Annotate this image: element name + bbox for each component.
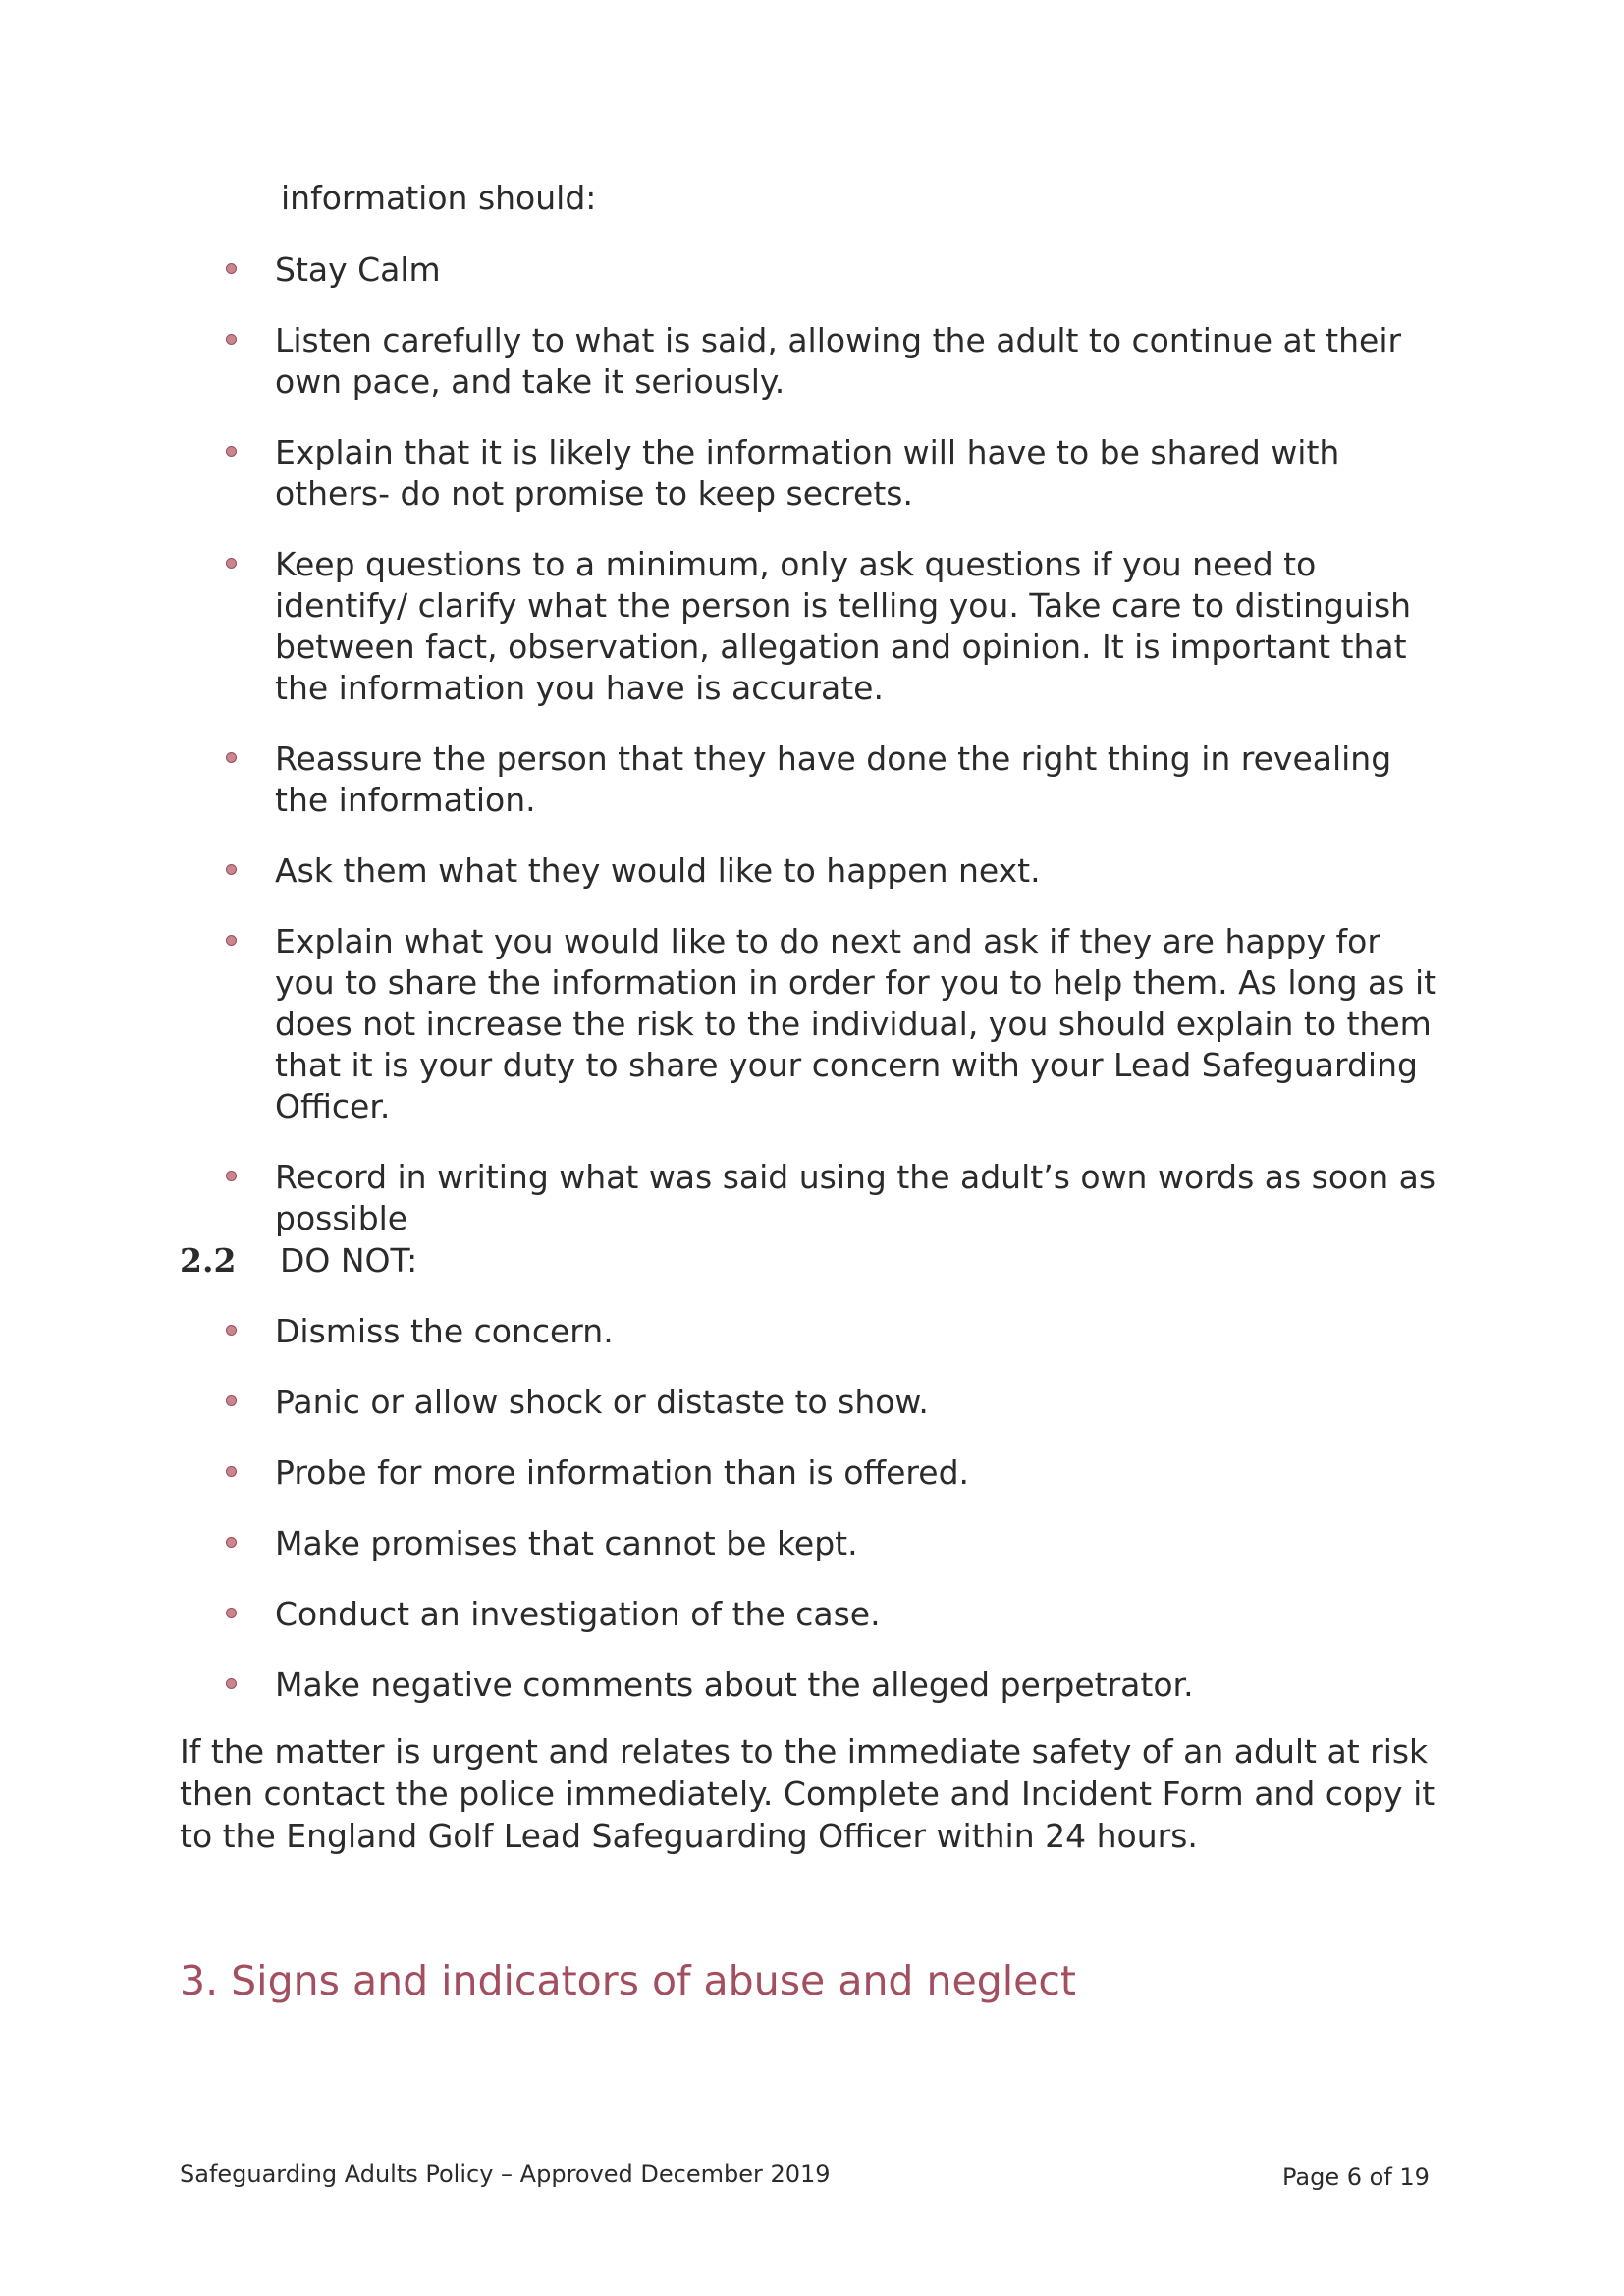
bullet-icon [226, 864, 237, 875]
list-item-text: Stay Calm [275, 250, 441, 289]
list-item [226, 1665, 1443, 1706]
bullet-icon [226, 935, 237, 946]
list-item-text: Conduct an investigation of the case. [275, 1595, 881, 1633]
list-item [226, 249, 1443, 291]
list-item [226, 320, 1443, 403]
bullet-icon [226, 1608, 237, 1618]
list-item [226, 1382, 1443, 1423]
list-item [226, 921, 1443, 1127]
bullet-icon [226, 752, 237, 763]
list-item-text: Probe for more information than is offered. [275, 1453, 970, 1492]
list-item-text: Keep questions to a minimum, only ask questions if you need to identify/ clarify what the person is telling you. Take care to distinguish between fact, observation, allegation and opinion. It is important that the information you have is accurate. [275, 545, 1412, 707]
footer-page-number: Page 6 of 19 [1282, 2163, 1430, 2191]
list-item-text: Reassure the person that they have done the right thing in revealing the information. [275, 739, 1392, 819]
list-item-text: Explain that it is likely the information will have to be shared with others- do not promise to keep secrets. [275, 433, 1340, 513]
urgent-paragraph: If the matter is urgent and relates to the immediate safety of an adult at risk then contact the police immediately. Complete and Incident Form and copy it to the England Golf Lead Safeguarding Officer within 24 hours. [180, 1732, 1435, 1855]
list-item [226, 1311, 1443, 1352]
list-item [226, 850, 1443, 892]
list-item-text: Ask them what they would like to happen next. [275, 851, 1041, 890]
section-heading-3: 3. Signs and indicators of abuse and neglect [180, 1957, 1076, 2004]
list-item-text: Panic or allow shock or distaste to show. [275, 1383, 929, 1421]
bullet-icon [226, 446, 237, 457]
list-item [226, 432, 1443, 515]
section-title: DO NOT: [280, 1241, 418, 1280]
list-item-text: Explain what you would like to do next and ask if they are happy for you to share the information in order for you to help them. As long as it does not increase the risk to the individual, you should explain to them that it is your duty to share your concern with your Lead Safeguarding Officer. [275, 922, 1437, 1125]
list-item-text: Record in writing what was said using the adult’s own words as soon as possible [275, 1158, 1436, 1237]
list-item [226, 1594, 1443, 1635]
list-item [226, 1523, 1443, 1564]
list-item-text: Make promises that cannot be kept. [275, 1524, 858, 1562]
section-heading-2-2 [180, 1239, 417, 1283]
list-item [226, 1452, 1443, 1494]
list-item [226, 544, 1443, 709]
list-item-text: Dismiss the concern. [275, 1312, 614, 1350]
bullet-icon [226, 1325, 237, 1336]
bullet-icon [226, 558, 237, 569]
bullet-icon [226, 1466, 237, 1477]
do-not-list [226, 1311, 1443, 1735]
bullet-icon [226, 1395, 237, 1406]
do-list [226, 249, 1443, 1269]
footer-document-title: Safeguarding Adults Policy – Approved December 2019 [180, 2160, 831, 2188]
bullet-icon [226, 1537, 237, 1548]
bullet-icon [226, 334, 237, 345]
list-item-text: Make negative comments about the alleged perpetrator. [275, 1666, 1194, 1704]
list-item [226, 738, 1443, 821]
section-number: 2.2 [180, 1241, 237, 1280]
bullet-icon [226, 263, 237, 274]
intro-text: information should: [281, 179, 597, 217]
bullet-icon [226, 1678, 237, 1689]
bullet-icon [226, 1171, 237, 1181]
list-item [226, 1157, 1443, 1239]
list-item-text: Listen carefully to what is said, allowing the adult to continue at their own pace, and take it seriously. [275, 321, 1402, 401]
